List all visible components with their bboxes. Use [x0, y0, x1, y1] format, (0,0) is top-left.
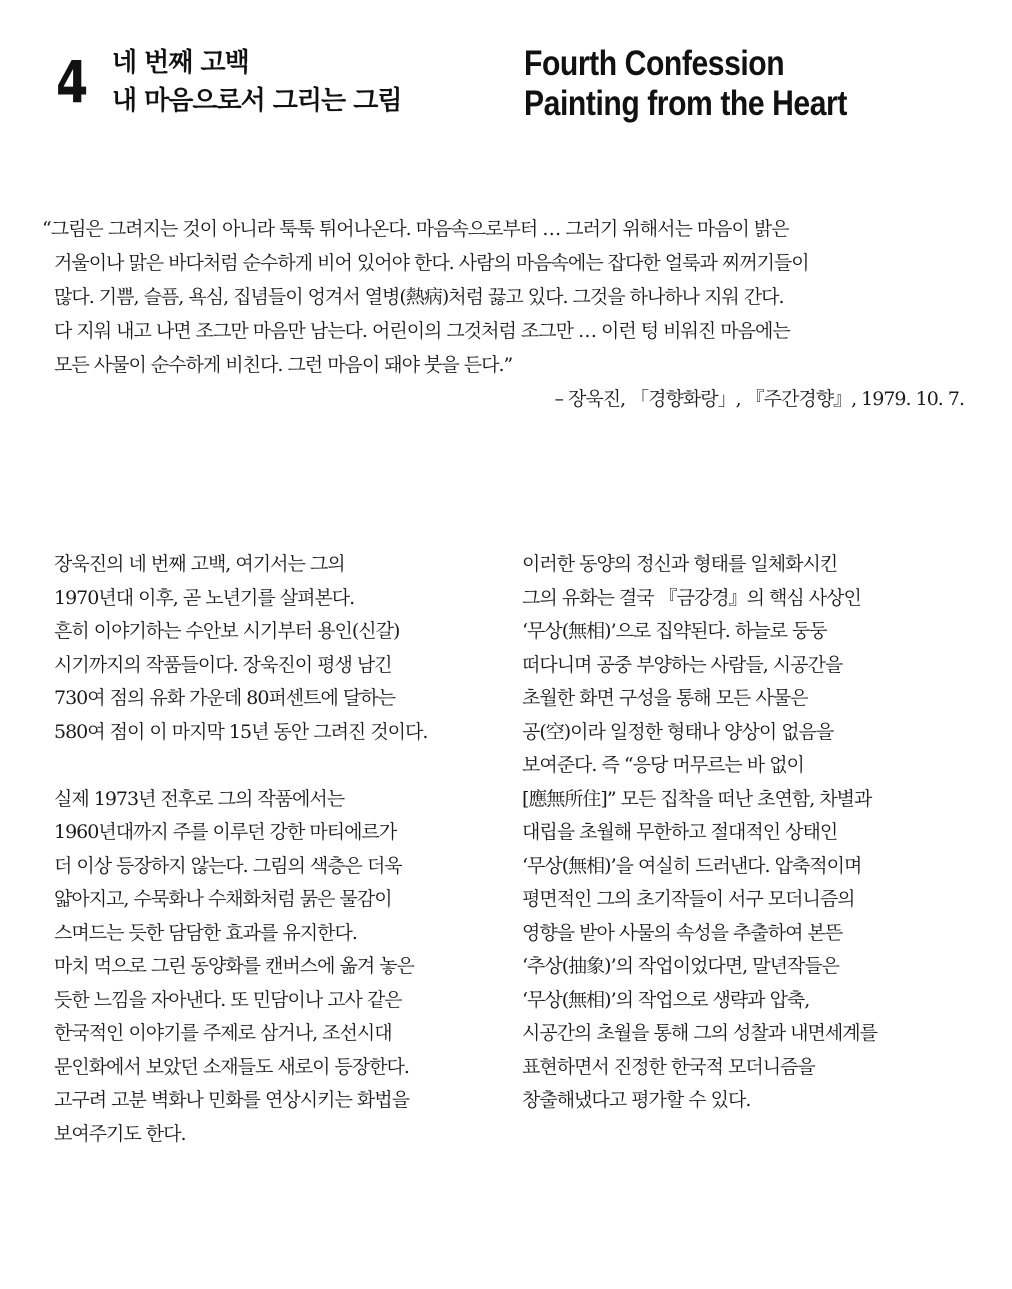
text-line: 580여 점이 이 마지막 15년 동안 그려진 것이다. [54, 720, 428, 743]
chapter-number: 4 [56, 48, 89, 116]
text-line: 스며드는 듯한 담담한 효과를 유지한다. [54, 921, 357, 944]
text-line: [應無所住]” 모든 집착을 떠난 초연함, 차별과 [522, 787, 872, 810]
text-line: ‘무상(無相)’의 작업으로 생략과 압축, [522, 988, 810, 1011]
text-line: 더 이상 등장하지 않는다. 그림의 색층은 더욱 [54, 854, 402, 877]
text-line: 장욱진의 네 번째 고백, 여기서는 그의 [54, 553, 345, 575]
text-line: 보여주기도 한다. [54, 1122, 186, 1145]
text-line: 영향을 받아 사물의 속성을 추출하여 본뜬 [522, 921, 843, 944]
paragraph-gap [54, 749, 504, 783]
text-line: 고구려 고분 벽화나 민화를 연상시키는 화법을 [54, 1089, 409, 1111]
quote-line: 모든 사물이 순수하게 비친다. 그런 마음이 돼야 붓을 든다.” [54, 354, 513, 376]
text-line: 초월한 화면 구성을 통해 모든 사물은 [522, 687, 808, 709]
korean-title-line-2: 내 마음으로서 그리는 그림 [112, 86, 402, 116]
text-line: 문인화에서 보았던 소재들도 새로이 등장한다. [54, 1055, 409, 1078]
artist-quote [42, 212, 972, 416]
text-line: 보여준다. 즉 “응당 머무르는 바 없이 [522, 754, 804, 776]
korean-title [112, 44, 401, 120]
text-line: 730여 점의 유화 가운데 80퍼센트에 달하는 [54, 687, 395, 709]
right-column [522, 548, 972, 1118]
left-paragraph-2 [54, 783, 504, 1152]
text-line: 실제 1973년 전후로 그의 작품에서는 [54, 787, 345, 810]
text-line: ‘무상(無相)’을 여실히 드러낸다. 압축적이며 [522, 854, 862, 877]
left-column [54, 548, 504, 1151]
quote-line: 다 지워 내고 나면 조그만 마음만 남는다. 어린이의 그것처럼 조그만 … 이런 텅 비워진 마음에는 [54, 320, 790, 342]
text-line: 마치 먹으로 그린 동양화를 캔버스에 옮겨 놓은 [54, 955, 414, 977]
english-title-line-1: Fourth Confession [524, 44, 785, 83]
text-line: 듯한 느낌을 자아낸다. 또 민담이나 고사 같은 [54, 988, 402, 1011]
text-line: 1970년대 이후, 곧 노년기를 살펴본다. [54, 586, 355, 609]
text-line: 창출해냈다고 평가할 수 있다. [522, 1089, 751, 1111]
text-line: 이러한 동양의 정신과 형태를 일체화시킨 [522, 553, 838, 575]
text-line: 한국적인 이야기를 주제로 삼거나, 조선시대 [54, 1022, 392, 1044]
text-line: 1960년대까지 주를 이루던 강한 마티에르가 [54, 821, 397, 843]
left-paragraph-1 [54, 548, 504, 749]
text-line: 표현하면서 진정한 한국적 모더니즘을 [522, 1055, 815, 1078]
quote-line: 많다. 기쁨, 슬픔, 욕심, 집념들이 엉겨서 열병(熱病)처럼 끓고 있다. 그것을 하나하나 지워 간다. [54, 286, 784, 308]
chapter-header [52, 44, 972, 144]
text-line: 공(空)이라 일정한 형태나 양상이 없음을 [522, 720, 834, 743]
text-line: 얇아지고, 수묵화나 수채화처럼 묽은 물감이 [54, 888, 392, 910]
english-title [524, 44, 847, 124]
text-line: 시공간의 초월을 통해 그의 성찰과 내면세계를 [522, 1022, 877, 1044]
text-line: 평면적인 그의 초기작들이 서구 모더니즘의 [522, 888, 855, 910]
text-line: 흔히 이야기하는 수안보 시기부터 용인(신갈) [54, 620, 400, 642]
quote-source: – 장욱진, 「경향화랑」, 『주간경향』, 1979. 10. 7. [554, 388, 964, 410]
text-line: ‘무상(無相)’으로 집약된다. 하늘로 둥둥 [522, 620, 827, 642]
text-line: 그의 유화는 결국 『금강경』의 핵심 사상인 [522, 586, 861, 609]
english-title-line-2: Painting from the Heart [524, 84, 847, 123]
text-line: 시기까지의 작품들이다. 장욱진이 평생 남긴 [54, 653, 392, 676]
text-line: 떠다니며 공중 부양하는 사람들, 시공간을 [522, 653, 843, 676]
quote-line: “그림은 그려지는 것이 아니라 툭툭 튀어나온다. 마음속으로부터 … 그러기 위해서는 마음이 밝은 [42, 218, 789, 240]
quote-line: 거울이나 맑은 바다처럼 순수하게 비어 있어야 한다. 사람의 마음속에는 잡다한 얼룩과 찌꺼기들이 [54, 252, 809, 274]
text-line: ‘추상(抽象)’의 작업이었다면, 말년작들은 [522, 955, 839, 977]
korean-title-line-1: 네 번째 고백 [112, 48, 249, 78]
right-paragraph [522, 548, 972, 1118]
text-line: 대립을 초월해 무한하고 절대적인 상태인 [522, 821, 838, 843]
